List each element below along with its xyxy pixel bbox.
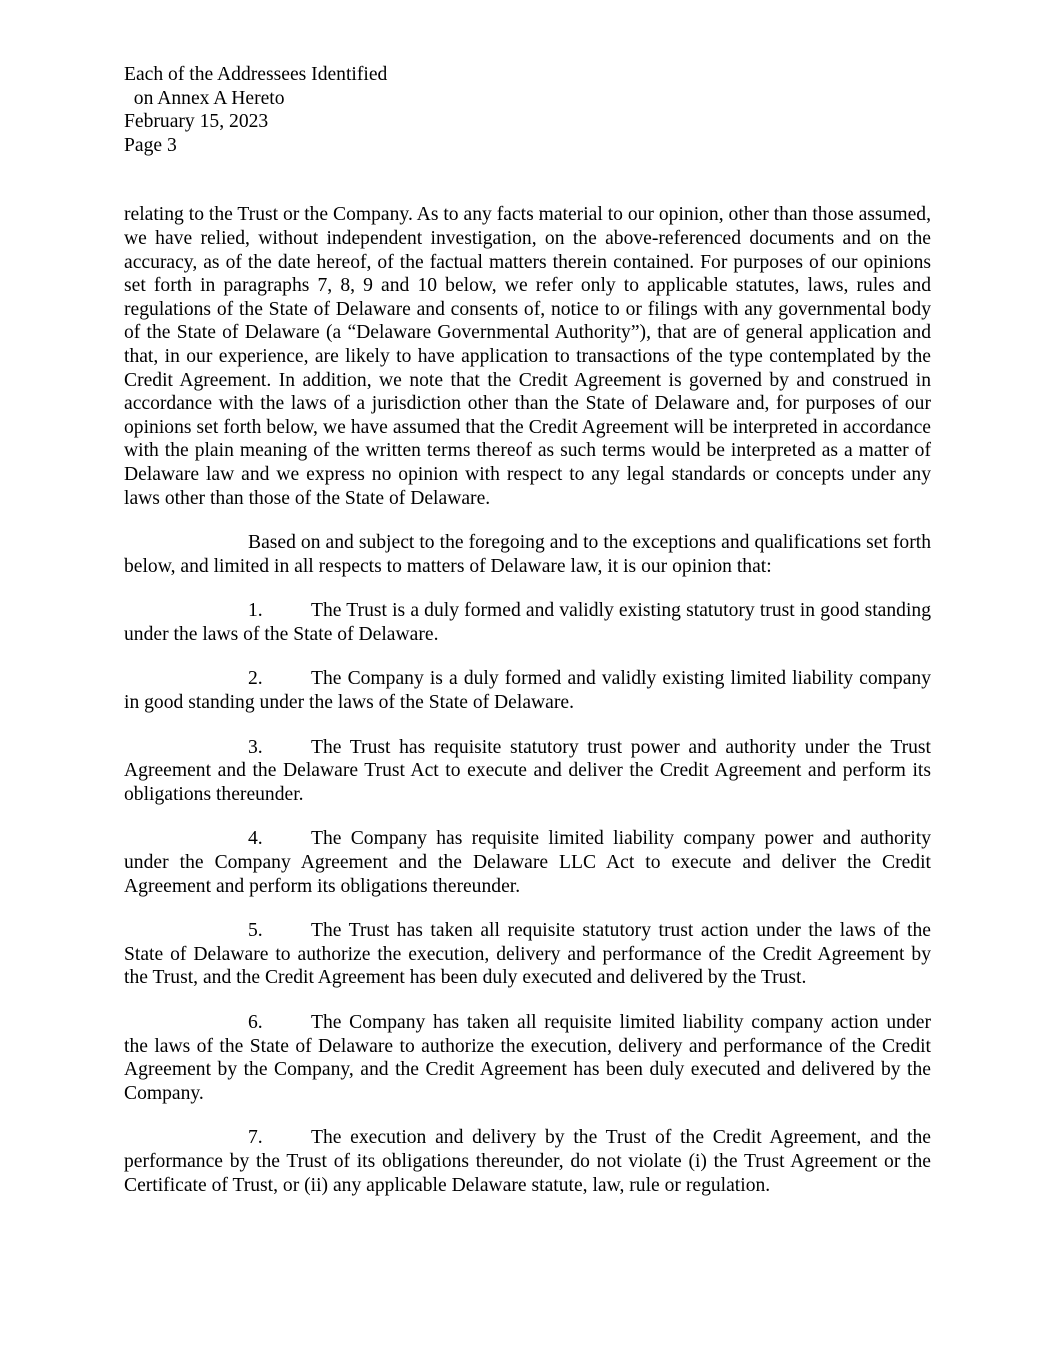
item-number: 3. — [248, 736, 263, 758]
paragraph-opinion-intro: Based on and subject to the foregoing and to the exceptions and qualifications set forth below, and limited in all respects to matters of Delaware law, it is our opinion that: — [124, 532, 931, 577]
addressee-line-2: on Annex A Hereto — [124, 87, 285, 109]
page-header — [124, 63, 931, 157]
item-text: The Company has requisite limited liability company power and authority under the Company Agreement and the Delaware LLC Act to execute and deliver the Credit Agreement and perform its obligations thereunder. — [124, 828, 931, 897]
item-number: 5. — [248, 920, 263, 942]
item-number: 1. — [248, 600, 263, 622]
page-number: Page 3 — [124, 134, 177, 156]
opinion-item-4 — [124, 827, 931, 898]
item-number: 6. — [248, 1012, 263, 1033]
opinion-item-5 — [124, 919, 931, 990]
item-text: The Company is a duly formed and validly existing limited liability company in good standing under the laws of the State of Delaware. — [124, 668, 931, 714]
item-text: The Company has taken all requisite limited liability company action under the laws of the State of Delaware to authorize the execution, delivery and performance of the Credit Agreement by the Company, and the Credit Agreement has been duly executed and delivered by the Company. — [124, 1012, 931, 1104]
opinion-item-2 — [124, 667, 931, 714]
item-text: The execution and delivery by the Trust of the Credit Agreement, and the performance by the Trust of its obligations thereunder, do not violate (i) the Trust Agreement or the Certificate of Trust, or (ii) any applicable Delaware statute, law, rule or regulation. — [124, 1127, 931, 1196]
document-page — [124, 63, 931, 1218]
opinion-item-7 — [124, 1126, 931, 1197]
item-number: 4. — [248, 828, 263, 850]
opinion-item-3 — [124, 736, 931, 807]
item-text: The Trust is a duly formed and validly existing statutory trust in good standing under the laws of the State of Delaware. — [124, 600, 931, 645]
paragraph-continuation: relating to the Trust or the Company. As to any facts material to our opinion, other than those assumed, we have relied, without independent investigation, on the above-referenced documents and on the accuracy, as of the date hereof, of the factual matters therein contained. For purposes of our opinions set forth in paragraphs 7, 8, 9 and 10 below, we refer only to applicable statutes, laws, rules and regulations of the State of Delaware and consents of, notice to or filings with any governmental body of the State of Delaware (a “Delaware Governmental Authority”), that are of general application and that, in our experience, are likely to have application to transactions of the type contemplated by the Credit Agreement. In addition, we note that the Credit Agreement is governed by and construed in accordance with the laws of a jurisdiction other than the State of Delaware and, for purposes of our opinions set forth below, we have assumed that the Credit Agreement will be interpreted in accordance with the plain meaning of the written terms thereof as such terms would be interpreted as a matter of Delaware law and we express no opinion with respect to any legal standards or concepts under any laws other than those of the State of Delaware. — [124, 204, 931, 509]
opinion-item-1 — [124, 599, 931, 646]
addressee-line-1: Each of the Addressees Identified — [124, 64, 388, 85]
item-number: 7. — [248, 1127, 263, 1149]
item-text: The Trust has requisite statutory trust power and authority under the Trust Agreement and the Delaware Trust Act to execute and deliver the Credit Agreement and perform its obligations thereunder. — [124, 736, 931, 805]
item-number: 2. — [248, 668, 263, 690]
item-text: The Trust has taken all requisite statutory trust action under the laws of the State of Delaware to authorize the execution, delivery and performance of the Credit Agreement by the Trust, and the Credit Agreement has been duly executed and delivered by the Trust. — [124, 920, 931, 989]
opinion-item-6 — [124, 1011, 931, 1105]
header-date: February 15, 2023 — [124, 111, 269, 133]
